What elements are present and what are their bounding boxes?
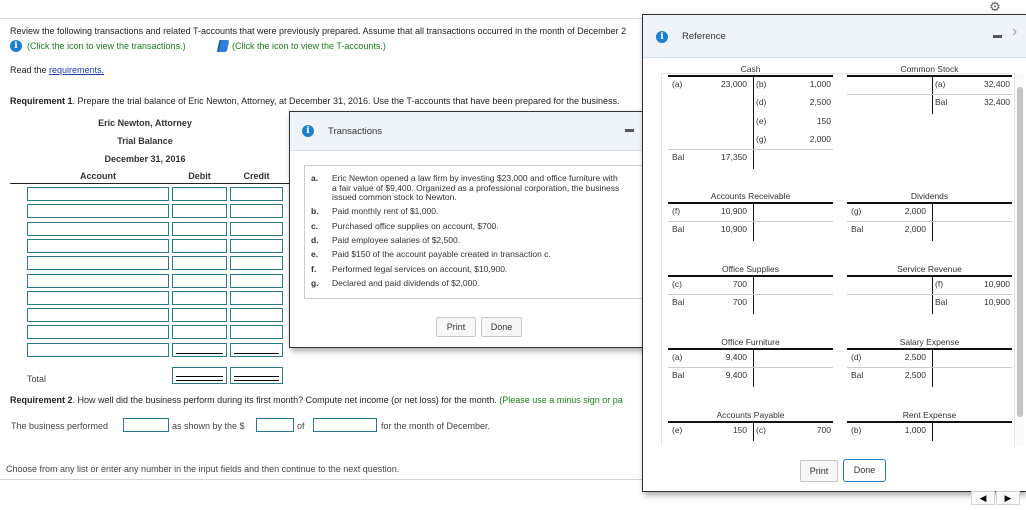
debit-amount: 10,900: [721, 206, 747, 216]
transactions-list: [304, 165, 650, 299]
reference-dialog-title: Reference: [682, 31, 726, 42]
balance-amount: 2,500: [904, 370, 926, 381]
taccount-title: Common Stock: [900, 64, 959, 74]
req1-label: Requirement 1: [10, 96, 73, 106]
debit-input[interactable]: [172, 343, 227, 357]
debit-ref: (g): [851, 206, 862, 216]
balance-label: Bal: [935, 97, 948, 108]
transaction-letter: d.: [311, 234, 319, 245]
transaction-text: Performed legal services on account, $10,900.: [332, 263, 508, 274]
credit-ref: (g): [756, 133, 767, 144]
minimize-icon[interactable]: [993, 35, 1002, 38]
debit-amount: 150: [732, 425, 747, 435]
account-input[interactable]: [27, 274, 169, 288]
minimize-icon[interactable]: [625, 129, 634, 132]
balance-label: Bal: [851, 370, 864, 381]
transaction-text: Paid $150 of the account payable created in transaction c.: [332, 249, 551, 260]
debit-amount: 9,400: [725, 352, 747, 362]
taccounts-link[interactable]: (Click the icon to view the T-accounts.): [232, 41, 386, 51]
taccount-title: Office Supplies: [721, 264, 779, 274]
transaction-text: Paid employee salaries of $2,500.: [332, 234, 461, 245]
transactions-print-button[interactable]: Print: [436, 317, 476, 337]
transactions-dialog: [289, 111, 649, 348]
footer-divider: [0, 479, 642, 480]
requirement-2: [10, 395, 623, 406]
book-icon[interactable]: [218, 40, 228, 54]
balance-amount: 2,000: [904, 224, 926, 235]
amount-input[interactable]: [256, 418, 294, 432]
credit-amount: 150: [816, 115, 831, 126]
account-input[interactable]: [27, 239, 169, 253]
taccount-title: Dividends: [910, 191, 949, 201]
taccounts-scroll-area[interactable]: [661, 64, 1014, 446]
gear-icon[interactable]: ⚙: [989, 0, 1001, 14]
debit-ref: (b): [851, 425, 862, 435]
transaction-letter: c.: [311, 220, 319, 231]
debit-input[interactable]: [172, 204, 227, 218]
scrollbar-track[interactable]: [1014, 73, 1024, 446]
credit-input[interactable]: [230, 222, 283, 236]
account-input[interactable]: [27, 291, 169, 305]
tb-title: Trial Balance: [117, 136, 173, 146]
debit-input[interactable]: [172, 308, 227, 322]
tb-company: Eric Newton, Attorney: [98, 118, 192, 128]
transactions-dialog-header[interactable]: [290, 112, 649, 151]
total-debit-input[interactable]: [172, 367, 227, 384]
credit-input[interactable]: [230, 343, 283, 357]
income-type-select[interactable]: [313, 418, 377, 432]
taccount-title: Accounts Payable: [716, 410, 785, 420]
debit-input[interactable]: [172, 187, 227, 201]
reference-print-button[interactable]: Print: [800, 460, 838, 482]
credit-amount: 32,400: [984, 79, 1010, 89]
transaction-text: Eric Newton opened a law firm by investing $23,000 and office furniture with: [332, 173, 618, 183]
transaction-text: a fair value of $9,400. Organized as a professional corporation, the business: [332, 182, 620, 193]
account-input[interactable]: [27, 343, 169, 357]
account-input[interactable]: [27, 308, 169, 322]
balance-amount: 10,900: [984, 297, 1010, 308]
credit-input[interactable]: [230, 204, 283, 218]
transaction-text: issued common stock to Newton.: [332, 192, 457, 202]
transaction-letter: b.: [311, 206, 319, 217]
credit-ref: (e): [756, 115, 767, 126]
balance-amount: 9,400: [725, 370, 747, 381]
reference-dialog-header[interactable]: [643, 15, 1026, 58]
transaction-letter: a.: [311, 173, 319, 183]
debit-amount: 1,000: [904, 425, 926, 435]
account-input[interactable]: [27, 222, 169, 236]
account-input[interactable]: [27, 187, 169, 201]
balance-amount: 700: [732, 297, 747, 308]
debit-ref: (e): [672, 425, 683, 435]
credit-ref: (b): [756, 79, 767, 89]
col-account: Account: [80, 171, 116, 181]
taccount-title: Cash: [740, 64, 761, 74]
transactions-done-button[interactable]: Done: [481, 317, 522, 337]
transaction-letter: f.: [311, 263, 317, 274]
req2-text: . How well did the business perform during its first month? Compute net income (or net loss) for the month.: [72, 395, 497, 405]
debit-input[interactable]: [172, 239, 227, 253]
credit-ref: (a): [935, 79, 946, 89]
debit-amount: 700: [732, 279, 747, 289]
taccount-title: Rent Expense: [902, 410, 957, 420]
balance-amount: 32,400: [984, 97, 1010, 108]
transactions-link[interactable]: (Click the icon to view the transactions.): [27, 41, 186, 51]
performance-select[interactable]: [123, 418, 169, 432]
total-credit-input[interactable]: [230, 367, 283, 384]
info-icon: i: [656, 31, 668, 43]
info-icon: i: [302, 125, 314, 137]
debit-input[interactable]: [172, 291, 227, 305]
debit-input[interactable]: [172, 256, 227, 270]
balance-amount: 17,350: [721, 152, 747, 163]
credit-ref: (d): [756, 97, 767, 108]
account-input[interactable]: [27, 204, 169, 218]
balance-label: Bal: [672, 152, 685, 163]
debit-ref: (c): [672, 279, 682, 289]
req2-hint: (Please use a minus sign or pa: [499, 395, 623, 405]
total-label: Total: [27, 374, 47, 384]
req1-text: . Prepare the trial balance of Eric Newton, Attorney, at December 31, 2016. Use the T-accounts that have been prepared for the business.: [72, 96, 620, 106]
balance-label: Bal: [672, 297, 685, 308]
balance-label: Bal: [851, 224, 864, 235]
req2-part2: as shown by the $: [172, 421, 245, 431]
read-requirements: [10, 65, 104, 76]
info-icon[interactable]: i: [10, 40, 22, 52]
reference-done-button[interactable]: Done: [843, 459, 886, 482]
credit-amount: 700: [816, 425, 831, 435]
credit-amount: 1,000: [809, 79, 831, 89]
req2-part4: for the month of December.: [381, 421, 491, 431]
debit-ref: (f): [672, 206, 681, 216]
taccount-title: Accounts Receivable: [710, 191, 791, 201]
transactions-dialog-title: Transactions: [328, 126, 383, 137]
debit-amount: 2,000: [904, 206, 926, 216]
credit-input[interactable]: [230, 308, 283, 322]
debit-input[interactable]: [172, 222, 227, 236]
tb-date: December 31, 2016: [104, 154, 186, 164]
debit-input[interactable]: [172, 325, 227, 339]
requirement-1: [10, 96, 620, 107]
credit-input[interactable]: [230, 291, 283, 305]
credit-input[interactable]: [230, 325, 283, 339]
taccount-title: Office Furniture: [721, 337, 780, 347]
footer-instructions: Choose from any list or enter any number in the input fields and then continue to the next question.: [6, 464, 400, 474]
req2-label: Requirement 2: [10, 395, 73, 405]
credit-amount: 2,500: [809, 97, 831, 108]
account-input[interactable]: [27, 256, 169, 270]
debit-ref: (a): [672, 352, 683, 362]
balance-amount: 10,900: [721, 224, 747, 235]
transaction-letter: e.: [311, 249, 319, 260]
read-the-label: Read the: [10, 65, 50, 75]
req2-part1: The business performed: [11, 421, 109, 431]
reference-dialog: [642, 14, 1026, 492]
nav-next-button[interactable]: ▶: [996, 491, 1020, 505]
tb-header-rule: [10, 183, 290, 184]
debit-ref: (a): [672, 79, 683, 89]
debit-input[interactable]: [172, 274, 227, 288]
col-debit: Debit: [188, 171, 211, 181]
transaction-letter: g.: [311, 277, 319, 288]
transaction-text: Purchased office supplies on account, $700.: [332, 220, 499, 231]
account-input[interactable]: [27, 325, 169, 339]
close-icon[interactable]: ›: [1012, 23, 1018, 40]
col-credit: Credit: [243, 171, 270, 181]
intro-text: Review the following transactions and related T-accounts that were previously prepared. Assume that all transactions occurred in the month of December 2: [10, 26, 627, 36]
transaction-text: Declared and paid dividends of $2,000.: [332, 277, 480, 288]
balance-label: Bal: [672, 370, 685, 381]
debit-ref: (d): [851, 352, 862, 362]
transaction-text: Paid monthly rent of $1,000.: [332, 206, 439, 217]
credit-input[interactable]: [230, 239, 283, 253]
balance-label: Bal: [935, 297, 948, 308]
credit-input[interactable]: [230, 274, 283, 288]
debit-amount: 2,500: [904, 352, 926, 362]
scrollbar-thumb[interactable]: [1017, 87, 1023, 417]
credit-input[interactable]: [230, 187, 283, 201]
debit-amount: 23,000: [721, 79, 747, 89]
credit-ref: (c): [756, 425, 766, 435]
nav-prev-button[interactable]: ◀: [971, 491, 995, 505]
credit-input[interactable]: [230, 256, 283, 270]
req2-part3: of: [297, 421, 305, 431]
taccount-title: Service Revenue: [897, 264, 962, 274]
credit-amount: 10,900: [984, 279, 1010, 289]
credit-amount: 2,000: [809, 133, 831, 144]
requirements-link[interactable]: requirements.: [49, 65, 105, 75]
taccount-title: Salary Expense: [899, 337, 960, 347]
balance-label: Bal: [672, 224, 685, 235]
credit-ref: (f): [935, 279, 944, 289]
transactions-link-group[interactable]: [10, 40, 22, 52]
